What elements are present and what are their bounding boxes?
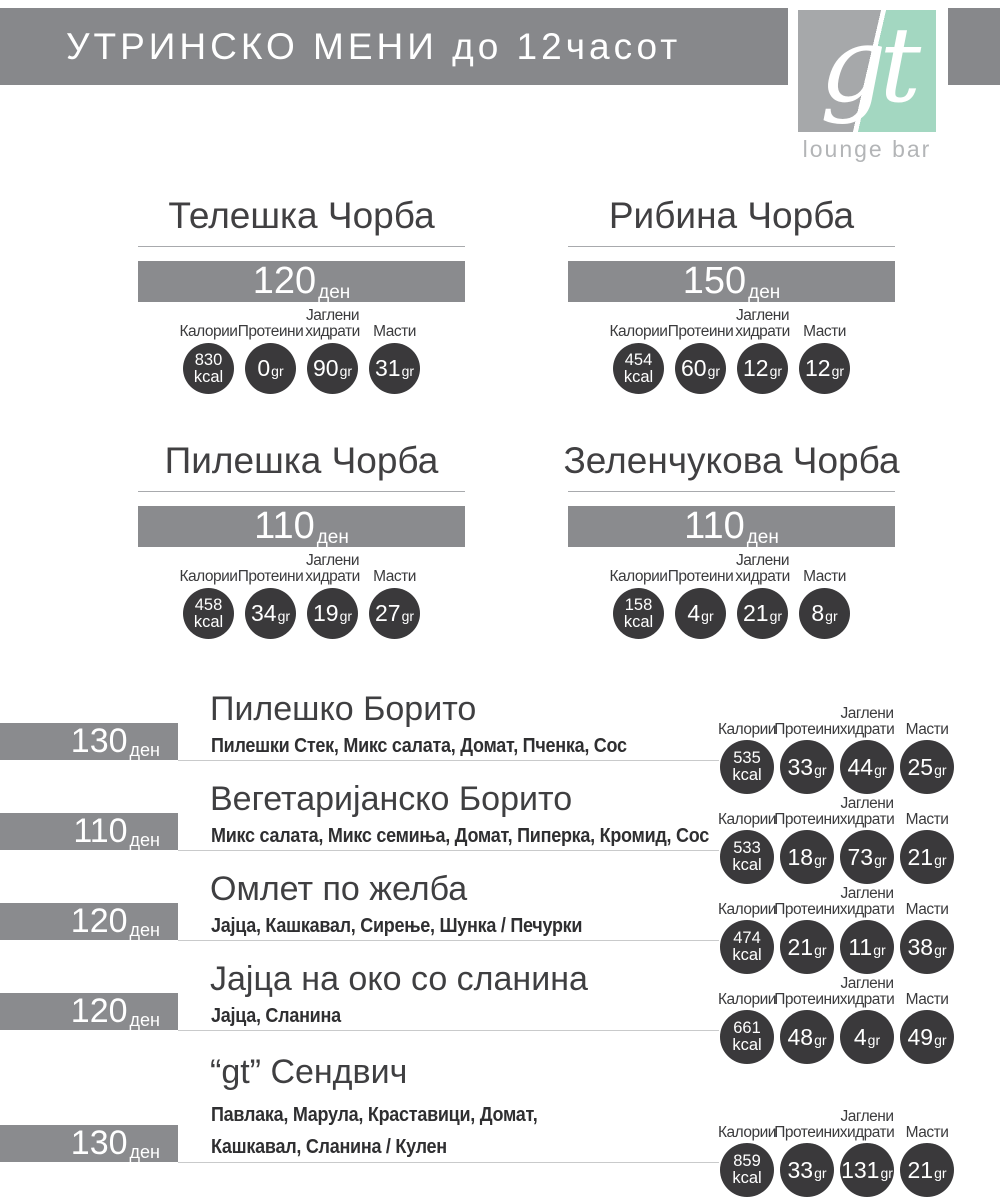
soup-card <box>138 195 465 394</box>
carbs-label: Јаглени хидрати <box>839 1108 895 1141</box>
carbs-label: Јаглени хидрати <box>839 705 895 738</box>
price-value: 130 <box>70 722 128 760</box>
price-value: 120 <box>70 992 128 1030</box>
proteins-label: Протеини <box>774 991 840 1008</box>
menu-item <box>0 872 1000 962</box>
price-bar <box>0 1125 178 1162</box>
proteins-value: 18 <box>787 843 814 870</box>
carbs-label: Јаглени хидрати <box>839 795 895 828</box>
carbs-label: Јаглени хидрати <box>735 552 790 585</box>
proteins-label: Протеини <box>237 323 304 340</box>
proteins-label: Протеини <box>774 1124 840 1141</box>
calories-value: 661 <box>733 1019 761 1037</box>
soup-card <box>563 440 900 639</box>
nutrition-carbs <box>837 1105 897 1197</box>
proteins-value: 48 <box>787 1023 814 1050</box>
gr-unit: gr <box>339 363 353 379</box>
soup-title: Рибина Чорба <box>608 195 855 236</box>
carbs-value: 11 <box>848 933 873 960</box>
nutrition-carbs <box>732 551 794 639</box>
nutrition-calories <box>717 882 777 974</box>
nutrition-proteins <box>774 702 840 794</box>
proteins-circle <box>245 588 296 639</box>
calories-circle <box>183 588 234 639</box>
calories-circle <box>183 343 234 394</box>
kcal-unit: kcal <box>193 612 224 631</box>
gr-unit: gr <box>874 761 887 778</box>
soup-card <box>138 440 465 639</box>
price-bar <box>0 813 178 850</box>
calories-label: Калории <box>609 568 668 585</box>
proteins-value: 34 <box>250 600 277 626</box>
carbs-value: 4 <box>853 1023 867 1050</box>
proteins-label: Протеини <box>237 568 304 585</box>
fats-circle <box>369 343 420 394</box>
gr-unit: gr <box>701 608 714 624</box>
item-description: Микс салата, Микс семиња, Домат, Пиперка, Кромид, Сос <box>211 825 709 847</box>
calories-value: 830 <box>194 350 223 369</box>
proteins-label: Протеини <box>667 568 734 585</box>
fats-value: 27 <box>374 600 401 626</box>
gr-unit: gr <box>707 363 721 379</box>
gr-unit: gr <box>874 851 887 868</box>
nutrition-row <box>178 551 426 639</box>
nutrition-calories <box>608 306 670 394</box>
currency-label: ден <box>746 527 779 548</box>
kcal-unit: kcal <box>732 1036 762 1054</box>
currency-label: ден <box>748 282 781 303</box>
fats-label: Масти <box>905 721 949 738</box>
gr-unit: gr <box>814 941 827 958</box>
carbs-label: Јаглени хидрати <box>839 975 895 1008</box>
gr-unit: gr <box>401 608 415 624</box>
fats-value: 49 <box>907 1023 934 1050</box>
gr-unit: gr <box>934 941 947 958</box>
item-description: Јајца, Сланина <box>211 1005 341 1027</box>
fats-label: Масти <box>905 991 949 1008</box>
carbs-value: 19 <box>312 600 339 626</box>
proteins-value: 0 <box>257 355 271 381</box>
nutrition-calories <box>608 551 670 639</box>
fats-label: Масти <box>905 811 949 828</box>
carbs-label: Јаглени хидрати <box>839 885 895 918</box>
nutrition-carbs <box>837 792 897 884</box>
proteins-circle <box>780 1143 834 1197</box>
price-bar <box>138 506 465 547</box>
price-value: 150 <box>682 260 747 302</box>
item-title: Вегетаријанско Борито <box>210 780 573 818</box>
gt-logo-monogram: gt <box>819 10 915 126</box>
proteins-circle <box>675 588 726 639</box>
carbs-circle <box>840 1143 894 1197</box>
nutrition-proteins <box>237 306 304 394</box>
divider <box>568 491 895 492</box>
nutrition-row <box>717 882 957 974</box>
currency-label: ден <box>129 1010 160 1030</box>
calories-label: Калории <box>609 323 668 340</box>
soup-title: Пилешка Чорба <box>164 440 439 481</box>
divider <box>138 491 465 492</box>
carbs-value: 73 <box>847 843 874 870</box>
proteins-value: 33 <box>787 1156 814 1183</box>
gr-unit: gr <box>339 608 353 624</box>
calories-circle <box>720 1143 774 1197</box>
gr-unit: gr <box>769 363 783 379</box>
gr-unit: gr <box>825 608 838 624</box>
nutrition-proteins <box>774 882 840 974</box>
carbs-value: 90 <box>312 355 339 381</box>
price-value: 110 <box>73 812 128 850</box>
nutrition-proteins <box>774 1105 840 1197</box>
nutrition-fats <box>794 551 856 639</box>
calories-value: 535 <box>733 749 761 767</box>
item-title: “gt” Сендвич <box>210 1053 408 1091</box>
nutrition-fats <box>897 792 957 884</box>
price-bar <box>568 506 895 547</box>
calories-value: 458 <box>194 595 223 614</box>
gr-unit: gr <box>934 1031 947 1048</box>
calories-label: Калории <box>718 1124 776 1141</box>
carbs-label: Јаглени хидрати <box>735 307 790 340</box>
item-title: Јајца на око со сланина <box>210 960 588 998</box>
gr-unit: gr <box>831 363 845 379</box>
proteins-label: Протеини <box>774 811 840 828</box>
fats-value: 12 <box>804 355 831 381</box>
gr-unit: gr <box>814 1164 827 1181</box>
nutrition-proteins <box>667 306 734 394</box>
fats-value: 8 <box>811 600 825 626</box>
currency-label: ден <box>316 527 349 548</box>
kcal-unit: kcal <box>732 946 762 964</box>
nutrition-carbs <box>732 306 794 394</box>
fats-label: Масти <box>803 568 846 585</box>
price-bar <box>0 723 178 760</box>
nutrition-row <box>608 306 856 394</box>
proteins-label: Протеини <box>774 901 840 918</box>
fats-value: 31 <box>374 355 401 381</box>
fats-label: Масти <box>373 568 416 585</box>
nutrition-carbs <box>837 702 897 794</box>
calories-value: 533 <box>733 839 761 857</box>
item-description: Пилешки Стек, Микс салата, Домат, Пченка, Сос <box>211 735 627 757</box>
fats-circle <box>900 1143 954 1197</box>
item-description: Јајца, Кашкавал, Сирење, Шунка / Печурки <box>211 915 583 937</box>
carbs-circle <box>307 588 358 639</box>
carbs-value: 131 <box>841 1156 880 1183</box>
price-value: 110 <box>684 505 745 547</box>
nutrition-calories <box>717 972 777 1064</box>
gr-unit: gr <box>769 608 783 624</box>
nutrition-row <box>717 792 957 884</box>
proteins-value: 4 <box>687 600 701 626</box>
nutrition-fats <box>794 306 856 394</box>
currency-label: ден <box>318 282 351 303</box>
price-bar <box>568 261 895 302</box>
nutrition-calories <box>717 792 777 884</box>
proteins-label: Протеини <box>774 721 840 738</box>
fats-circle <box>369 588 420 639</box>
nutrition-proteins <box>667 551 734 639</box>
nutrition-calories <box>717 1105 777 1197</box>
nutrition-row <box>717 972 957 1064</box>
calories-label: Калории <box>718 901 776 918</box>
nutrition-row <box>717 1105 957 1197</box>
nutrition-fats <box>897 882 957 974</box>
calories-label: Калории <box>718 811 776 828</box>
gr-unit: gr <box>401 363 415 379</box>
kcal-unit: kcal <box>732 766 762 784</box>
gr-unit: gr <box>814 761 827 778</box>
nutrition-calories <box>178 306 240 394</box>
kcal-unit: kcal <box>193 367 224 386</box>
carbs-circle <box>737 588 788 639</box>
gr-unit: gr <box>814 1031 827 1048</box>
gr-unit: gr <box>934 851 947 868</box>
carbs-value: 44 <box>847 753 874 780</box>
divider <box>138 246 465 247</box>
calories-value: 859 <box>733 1152 761 1170</box>
logo <box>788 0 948 172</box>
fats-label: Масти <box>373 323 416 340</box>
soup-title: Телешка Чорба <box>168 195 435 236</box>
soup-card <box>568 195 895 394</box>
nutrition-fats <box>897 1105 957 1197</box>
menu-item <box>0 962 1000 1052</box>
fats-label: Масти <box>803 323 846 340</box>
price-value: 110 <box>254 505 315 547</box>
item-description: Павлака, Марула, Краставици, Домат, Кашкавал, Сланина / Кулен <box>211 1104 538 1158</box>
currency-label: ден <box>129 830 160 850</box>
menu-item <box>0 782 1000 872</box>
price-value: 120 <box>252 260 317 302</box>
item-title: Пилешко Борито <box>210 690 477 728</box>
nutrition-carbs <box>837 972 897 1064</box>
nutrition-proteins <box>774 792 840 884</box>
gr-unit: gr <box>880 1164 893 1181</box>
nutrition-calories <box>717 702 777 794</box>
nutrition-carbs <box>302 551 364 639</box>
nutrition-row <box>608 551 856 639</box>
currency-label: ден <box>129 920 160 940</box>
nutrition-fats <box>364 306 426 394</box>
page-title: УТРИНСКО МЕНИ до 12часот <box>66 26 682 67</box>
calories-value: 158 <box>624 595 653 614</box>
carbs-label: Јаглени хидрати <box>305 552 360 585</box>
proteins-value: 33 <box>787 753 814 780</box>
nutrition-fats <box>897 972 957 1064</box>
nutrition-calories <box>178 551 240 639</box>
calories-circle <box>613 343 664 394</box>
nutrition-row <box>178 306 426 394</box>
item-title: Омлет по желба <box>210 870 468 908</box>
fats-value: 21 <box>907 1156 934 1183</box>
nutrition-proteins <box>774 972 840 1064</box>
fats-circle <box>799 343 850 394</box>
nutrition-carbs <box>837 882 897 974</box>
nutrition-fats <box>364 551 426 639</box>
price-bar <box>0 993 178 1030</box>
divider <box>568 246 895 247</box>
soup-title: Зеленчукова Чорба <box>563 440 900 481</box>
gr-unit: gr <box>867 1031 881 1048</box>
carbs-value: 21 <box>742 600 769 626</box>
price-value: 130 <box>70 1124 128 1162</box>
gr-unit: gr <box>873 941 886 958</box>
kcal-unit: kcal <box>732 1169 762 1187</box>
proteins-circle <box>245 343 296 394</box>
kcal-unit: kcal <box>623 612 654 631</box>
price-bar <box>138 261 465 302</box>
kcal-unit: kcal <box>732 856 762 874</box>
calories-label: Калории <box>718 991 776 1008</box>
gr-unit: gr <box>814 851 827 868</box>
calories-label: Калории <box>179 568 238 585</box>
proteins-value: 60 <box>680 355 707 381</box>
calories-circle <box>613 588 664 639</box>
price-bar <box>0 903 178 940</box>
gr-unit: gr <box>934 1164 947 1181</box>
calories-label: Калории <box>179 323 238 340</box>
fats-value: 21 <box>907 843 934 870</box>
nutrition-carbs <box>302 306 364 394</box>
carbs-circle <box>307 343 358 394</box>
kcal-unit: kcal <box>623 367 654 386</box>
currency-label: ден <box>129 1142 160 1162</box>
price-value: 120 <box>70 902 128 940</box>
fats-value: 38 <box>907 933 934 960</box>
nutrition-row <box>717 702 957 794</box>
fats-label: Масти <box>905 901 949 918</box>
calories-value: 454 <box>624 350 653 369</box>
nutrition-fats <box>897 702 957 794</box>
gt-logo-square <box>798 10 936 132</box>
lounge-bar-label: lounge bar <box>802 136 932 162</box>
gr-unit: gr <box>934 761 947 778</box>
fats-circle <box>799 588 850 639</box>
menu-item <box>0 692 1000 782</box>
carbs-label: Јаглени хидрати <box>305 307 360 340</box>
fats-label: Масти <box>905 1124 949 1141</box>
carbs-circle <box>737 343 788 394</box>
proteins-value: 21 <box>787 933 814 960</box>
nutrition-proteins <box>237 551 304 639</box>
gr-unit: gr <box>277 608 291 624</box>
calories-label: Калории <box>718 721 776 738</box>
proteins-circle <box>675 343 726 394</box>
calories-value: 474 <box>733 929 761 947</box>
fats-value: 25 <box>907 753 934 780</box>
gr-unit: gr <box>271 363 284 379</box>
proteins-label: Протеини <box>667 323 734 340</box>
menu-item <box>0 1055 1000 1201</box>
currency-label: ден <box>129 740 160 760</box>
carbs-value: 12 <box>742 355 769 381</box>
